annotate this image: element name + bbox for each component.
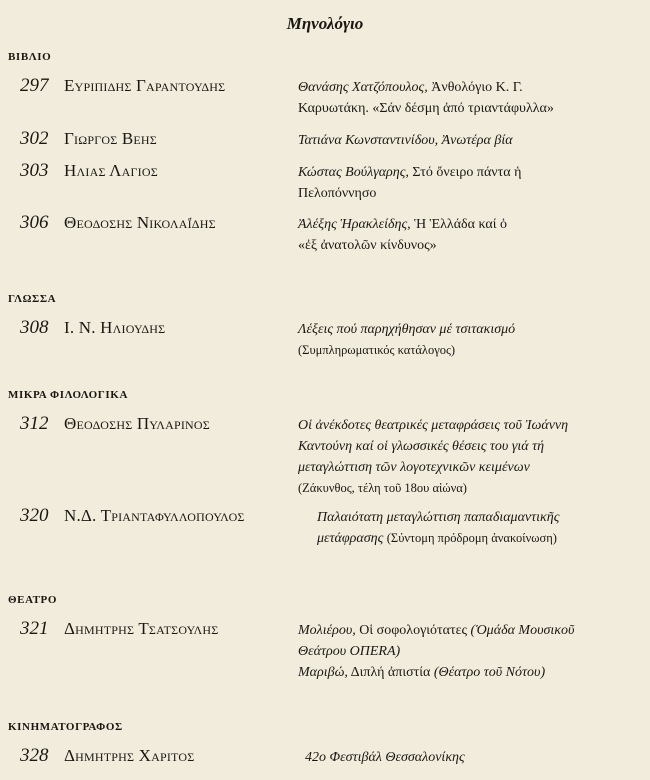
toc-entry[interactable]	[20, 160, 645, 201]
toc-entry[interactable]	[20, 413, 645, 495]
work-line: Τατιάνα Κωνσταντινίδου, Ἀνωτέρα βία	[298, 133, 513, 148]
toc-entry[interactable]	[20, 317, 645, 357]
work-line: Οἱ ἀνέκδοτες θεατρικές μεταφράσεις τοῦ Ἰωάννη	[298, 418, 569, 433]
work-description	[305, 747, 650, 768]
work-line: μετάφρασης (Σύντομη πρόδρομη ἀνακοίνωση)	[317, 531, 557, 546]
work-line: (Ζάκυνθος, τέλη τοῦ 18ου αἰώνα)	[298, 481, 467, 495]
author-name: Ι. Ν. Ηλιουδης	[64, 318, 166, 337]
page-number: 321	[20, 618, 49, 639]
work-line: Πελοπόννησο	[298, 186, 377, 201]
toc-entry[interactable]	[20, 128, 645, 150]
work-line: (Συμπληρωματικός κατάλογος)	[298, 343, 456, 357]
section-heading-language: ΓΛΩΣΣΑ	[8, 293, 57, 305]
author-name: Ευριπιδης Γαραντουδης	[64, 76, 226, 95]
section-heading-cinema: ΚΙΝΗΜΑΤΟΓΡΑΦΟΣ	[8, 721, 123, 733]
work-description	[298, 620, 643, 683]
work-description	[298, 130, 643, 151]
author-name: Δημητρης Χαριτος	[64, 746, 195, 765]
section-heading-philology: ΜΙΚΡΑ ΦΙΛΟΛΟΓΙΚΑ	[8, 389, 128, 401]
author-name: Θεοδοσης Νικολαΐδης	[64, 213, 216, 232]
work-description	[298, 162, 643, 204]
work-line: Λέξεις πού παρηχήθησαν μέ τσιτακισμό	[298, 322, 516, 337]
work-line: Μαριβώ, Διπλή ἀπιστία (Θέατρο τοῦ Νότου)	[298, 665, 546, 680]
work-description	[317, 507, 642, 549]
author-name: Θεοδοσης Πυλαρινος	[64, 414, 210, 433]
author-name: Γιωργος Βεης	[64, 129, 157, 148]
work-line: Παλαιότατη μεταγλώττιση παπαδιαμαντικῆς	[317, 510, 560, 525]
work-line: Μολιέρου, Οἱ σοφολογιότατες (Ὁμάδα Μουσικοῦ	[298, 623, 575, 638]
page-number: 312	[20, 413, 49, 434]
work-line: Καντούνη καί οἱ γλωσσικές θέσεις του γιά τή	[298, 439, 545, 454]
work-line: Θεάτρου ΟΠΕRΑ)	[298, 644, 401, 659]
page-number: 297	[20, 75, 49, 96]
section-heading-theatre: ΘΕΑΤΡΟ	[8, 594, 57, 606]
work-description	[298, 319, 643, 361]
author-name: Δημητρης Τσατσουλης	[64, 619, 219, 638]
work-line: Θανάσης Χατζόπουλος, Ἀνθολόγιο Κ. Γ.	[298, 80, 523, 95]
toc-entry[interactable]	[20, 212, 645, 253]
work-description	[298, 415, 643, 499]
work-line: Κώστας Βούλγαρης, Στό ὄνειρο πάντα ἡ	[298, 165, 522, 180]
page-number: 320	[20, 505, 49, 526]
page-number: 328	[20, 745, 49, 766]
work-line: μεταγλώττιση τῶν λογοτεχνικῶν κειμένων	[298, 460, 530, 475]
toc-entry[interactable]	[20, 505, 645, 546]
page-number: 302	[20, 128, 49, 149]
section-heading-book: ΒΙΒΛΙΟ	[8, 51, 52, 63]
work-description	[298, 77, 643, 119]
toc-entry[interactable]	[20, 75, 645, 116]
work-line: 42ο Φεστιβάλ Θεσσαλονίκης	[305, 750, 465, 765]
toc-entry[interactable]	[20, 618, 645, 680]
page-number: 303	[20, 160, 49, 181]
work-line: «ἐξ ἀνατολῶν κίνδυνος»	[298, 238, 437, 253]
page-title: Μηνολόγιο	[286, 14, 364, 33]
author-name: Ν.Δ. Τριανταφυλλοπουλος	[64, 506, 245, 525]
work-line: Ἀλέξης Ἡρακλείδης, Ἡ Ἑλλάδα καί ὁ	[298, 217, 508, 232]
toc-entry[interactable]	[20, 745, 645, 767]
author-name: Ηλιας Λαγιος	[64, 161, 158, 180]
work-line: Καρυωτάκη. «Σάν δέσμη ἀπό τριαντάφυλλα»	[298, 101, 554, 116]
work-description	[298, 214, 643, 256]
page-number: 308	[20, 317, 49, 338]
page-number: 306	[20, 212, 49, 233]
